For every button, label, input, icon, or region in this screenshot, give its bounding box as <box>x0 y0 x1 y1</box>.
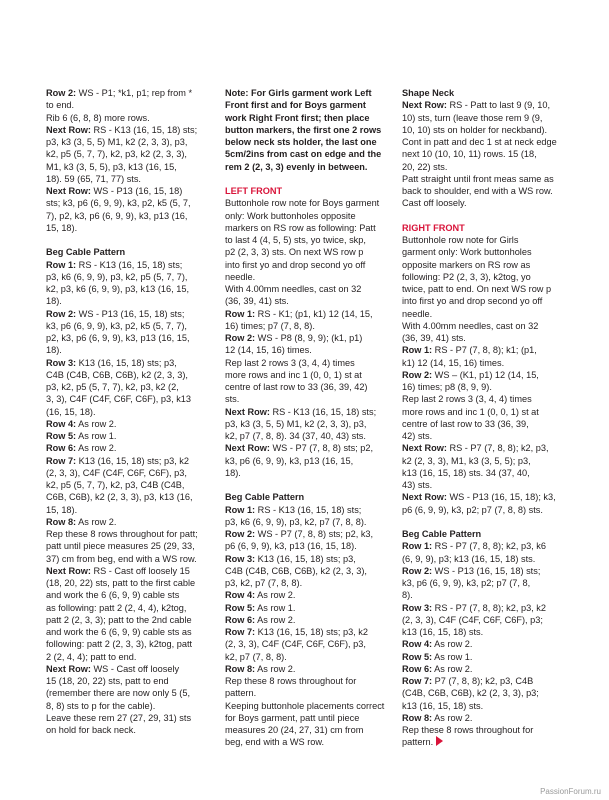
paragraph-gap <box>46 234 218 246</box>
row-text: As row 2. <box>432 712 473 723</box>
row-label: Row 8: <box>402 712 433 723</box>
row-text: WS - P13 (16, 15, 18) sts; k3, p6 (6, 9, 9), k3, p2; p7 (7, 8, 8). <box>402 565 541 601</box>
instruction-row <box>402 344 574 369</box>
row-text: K13 (16, 15, 18) sts; p3, C4B (C4B, C6B, C6B), k2 (2, 3, 3), p3, k2, p5 (5, 7, 7), k2, p3, k2 (2, 3, 3), C4F (C4F, C6F, C6F), p3, k13 (16, 15, 18). <box>46 357 192 417</box>
instruction-row <box>46 308 218 357</box>
text-paragraph: Rep these 8 rows throughout for pattern. <box>225 676 357 699</box>
instruction-row <box>402 369 574 394</box>
instruction-row <box>46 442 218 454</box>
row-text: RS - P7 (7, 8, 8); k2, p3, k6 (6, 9, 9), p3; k13 (16, 15, 18) sts. <box>402 541 546 564</box>
instruction-row <box>225 504 395 529</box>
row-label: Row 2: <box>225 333 256 343</box>
row-text: As row 2. <box>76 516 117 527</box>
row-text: RS - K1; (p1, k1) 12 (14, 15, 16) times; p7 (7, 8, 8). <box>225 308 373 331</box>
text-paragraph: With 4.00mm needles, cast on 32 (36, 39, 41) sts. <box>225 284 362 307</box>
instruction-row <box>225 308 395 333</box>
row-text: WS - P8 (8, 9, 9); (k1, p1) 12 (14, 15, 16) times. <box>225 333 363 356</box>
instruction-row <box>225 442 395 479</box>
instruction-row <box>402 565 574 602</box>
text-paragraph: Rep these 8 rows throughout for patt; patt until piece measures 25 (29, 33, 37) cm from beg, end with a WS row. <box>46 529 198 564</box>
text-paragraph: Rib 6 (6, 8, 8) more rows. <box>46 112 150 123</box>
row-text: WS - P1; *k1, p1; rep from * to end. <box>46 88 193 111</box>
text-paragraph: Rep last 2 rows 3 (3, 4, 4) times more rows and inc 1 (0, 0, 1) st at centre of last row to 33 (36, 39, 42) sts. <box>402 394 539 441</box>
instruction-row <box>225 528 395 553</box>
row-text: RS - P7 (7, 8, 8); k2, p3, k2 (2, 3, 3), M1, k3 (3, 5, 5); p3, k13 (16, 15, 18) sts. 34 (37, 40, 43) sts. <box>402 443 549 490</box>
instruction-row <box>46 87 218 112</box>
row-label: Next Row: <box>402 492 447 503</box>
row-label: Row 1: <box>402 345 433 356</box>
text-paragraph: With 4.00mm needles, cast on 32 (36, 39, 41) sts. <box>402 320 539 343</box>
row-label: Row 6: <box>225 614 256 625</box>
section-title: LEFT FRONT <box>225 186 283 196</box>
watermark: PassionForum.ru <box>540 787 601 796</box>
row-label: Row 2: <box>46 88 77 98</box>
text-paragraph: Leave these rem 27 (27, 29, 31) sts on hold for back neck. <box>46 712 192 735</box>
row-text: As row 2. <box>432 639 473 650</box>
row-text: As row 2. <box>255 663 296 674</box>
row-text: WS - P7 (7, 8, 8) sts; p2, k3, p6 (6, 9, 9), k3, p13 (16, 15, 18). <box>225 443 374 478</box>
instruction-row <box>225 626 395 663</box>
column-middle <box>225 87 395 749</box>
row-label: Row 4: <box>225 590 256 601</box>
row-label: Row 2: <box>402 369 433 380</box>
instruction-row <box>402 540 574 565</box>
section-title: RIGHT FRONT <box>402 222 465 233</box>
instruction-row <box>46 455 218 516</box>
instruction-row <box>402 712 574 724</box>
row-text: WS - P13 (16, 15, 18); k3, p6 (6, 9, 9), k3, p2; p7 (7, 8, 8) sts. <box>402 492 556 515</box>
row-label: Row 3: <box>46 357 77 368</box>
text-paragraph: Keeping buttonhole placements correct for Boys garment, patt until piece measures 20 (24, 27, 31) cm from beg, end with a WS row. <box>225 700 385 748</box>
row-label: Row 5: <box>46 431 77 441</box>
text-paragraph <box>402 724 574 749</box>
row-label: Next Row: <box>46 663 91 674</box>
row-text: As row 2. <box>255 590 296 601</box>
row-label: Row 8: <box>225 663 256 674</box>
row-text: P7 (7, 8, 8); k2, p3, C4B (C4B, C6B, C6B), k2 (2, 3, 3), p3; k13 (16, 15, 18) sts. <box>402 676 539 711</box>
row-label: Row 2: <box>402 565 433 576</box>
row-label: Next Row: <box>46 186 91 196</box>
row-text: As row 2. <box>255 614 296 625</box>
row-label: Row 6: <box>46 443 77 454</box>
row-text: K13 (16, 15, 18) sts; p3, k2 (2, 3, 3), C4F (C4F, C6F, C6F), p3, k2, p5 (5, 7, 7), k2, p3, C4B (C4B, C6B, C6B), k2 (2, 3, 3), p3, k13 (16, 15, 18). <box>46 455 193 515</box>
row-label: Row 4: <box>46 418 77 429</box>
row-text: WS – (K1, p1) 12 (14, 15, 16) times; p8 (8, 9, 9). <box>402 369 539 392</box>
row-label: Row 3: <box>225 553 256 564</box>
paragraph-gap <box>225 173 395 185</box>
text-paragraph: Rep last 2 rows 3 (3, 4, 4) times more rows and inc 1 (0, 0, 1) st at centre of last row to 33 (36, 39, 42) sts. <box>225 357 368 405</box>
instruction-row <box>225 663 395 675</box>
instruction-row <box>402 442 574 491</box>
row-text: RS - Patt to last 9 (9, 10, 10) sts, turn (leave those rem 9 (9, 10, 10) sts on holder for neckband). <box>402 100 551 135</box>
row-label: Next Row: <box>402 443 447 454</box>
row-label: Next Row: <box>46 565 91 576</box>
text-paragraph: Patt straight until front meas same as back to shoulder, end with a WS row. Cast off loosely. <box>402 173 554 209</box>
paragraph-gap <box>402 516 574 528</box>
instruction-row <box>46 357 218 418</box>
row-label: Row 2: <box>225 529 256 539</box>
instruction-row <box>402 99 574 136</box>
row-text: As row 1. <box>432 651 473 662</box>
row-label: Next Row: <box>225 443 270 454</box>
instruction-row <box>402 491 574 516</box>
row-label: Row 7: <box>402 676 433 686</box>
paragraph-gap <box>225 479 395 491</box>
instruction-row <box>402 663 574 675</box>
row-text: RS - P7 (7, 8, 8); k2, p3, k2 (2, 3, 3), C4F (C4F, C6F, C6F), p3; k13 (16, 15, 18) sts. <box>402 602 546 637</box>
instruction-row <box>46 516 218 528</box>
row-text: RS - P7 (7, 8, 8); k1; (p1, k1) 12 (14, 15, 16) times. <box>402 345 537 368</box>
row-label: Row 4: <box>402 639 433 650</box>
row-text: RS - K13 (16, 15, 18) sts; p3, k3 (3, 5, 5) M1, k2 (2, 3, 3), p3, k2, p5 (5, 7, 7), k2, p3, k2 (2, 3, 3), M1, k3 (3, 5, 5), p3, k13 (16, 15, 18). 59 (65, 71, 77) sts. <box>46 124 198 184</box>
row-text: K13 (16, 15, 18) sts; p3, C4B (C4B, C6B, C6B), k2 (2, 3, 3), p3, k2, p7 (7, 8, 8). <box>225 553 367 588</box>
row-label: Row 1: <box>46 259 77 270</box>
row-label: Row 3: <box>402 602 433 613</box>
instruction-row <box>46 430 218 442</box>
row-text: RS - K13 (16, 15, 18) sts; p3, k6 (6, 9, 9), p3, k2, p7 (7, 8, 8). <box>225 504 367 527</box>
paragraph-text: Rep these 8 rows throughout for pattern. <box>402 725 534 748</box>
instruction-row <box>46 259 218 308</box>
instruction-row <box>225 589 395 601</box>
instruction-row <box>46 124 218 185</box>
row-text: WS - Cast off loosely 15 (18, 20, 22) sts, patt to end (remember there are now only 5 (5, 8, 8) sts to p for the cable). <box>46 663 190 711</box>
instruction-row <box>225 553 395 590</box>
row-label: Row 1: <box>402 541 433 552</box>
instruction-row <box>46 565 218 663</box>
section-heading: Beg Cable Pattern <box>225 492 305 503</box>
row-text: As row 1. <box>255 602 296 613</box>
row-label: Next Row: <box>225 406 270 417</box>
row-text: WS - P13 (16, 15, 18) sts; k3, p6 (6, 9, 9), k3, p2, k5 (5, 7, 7), p2, k3, p6 (6, 9, 9), k3, p13 (16, 15, 18). <box>46 186 191 233</box>
continue-arrow-icon <box>436 736 443 746</box>
row-label: Next Row: <box>402 100 447 111</box>
row-label: Row 6: <box>402 663 433 674</box>
row-text: As row 2. <box>76 418 117 429</box>
row-label: Row 2: <box>46 308 77 319</box>
instruction-row <box>402 651 574 663</box>
row-text: As row 2. <box>432 663 473 674</box>
row-text: As row 2. <box>76 443 117 454</box>
row-text: WS - P7 (7, 8, 8) sts; p2, k3, p6 (6, 9, 9), k3, p13 (16, 15, 18). <box>225 529 374 552</box>
row-label: Row 7: <box>225 627 256 637</box>
paragraph-gap <box>402 210 574 222</box>
text-paragraph: Buttonhole row note for Girls garment only: Work buttonholes opposite markers on RS row as following: P2 (2, 3, 3), k2tog, yo twice, patt to end. On next WS row p into first yo and drop second yo off needle. <box>402 235 552 319</box>
instruction-row <box>402 638 574 650</box>
row-text: RS - K13 (16, 15, 18) sts; p3, k3 (3, 5, 5) M1, k2 (2, 3, 3), p3, k2, p7 (7, 8, 8). 34 (37, 40, 43) sts. <box>225 406 377 441</box>
instruction-row <box>225 602 395 614</box>
instruction-row <box>46 663 218 712</box>
column-left <box>46 87 218 736</box>
section-heading: Beg Cable Pattern <box>46 247 126 258</box>
text-paragraph: Cont in patt and dec 1 st at neck edge next 10 (10, 10, 11) rows. 15 (18, 20, 22) sts. <box>402 137 557 172</box>
row-label: Row 1: <box>225 504 256 515</box>
instruction-row <box>225 614 395 626</box>
instruction-row <box>402 602 574 639</box>
section-heading: Shape Neck <box>402 88 455 98</box>
row-label: Row 5: <box>402 651 433 662</box>
row-text: As row 1. <box>76 431 117 441</box>
row-text: RS - Cast off loosely 15 (18, 20, 22) sts, patt to the first cable and work the 6 (6, 9, 9) cable sts as following: patt 2 (2, 4, 4), k2tog, patt 2 (2, 3, 3); patt to the 2nd cable and work the 6 (6, 9, 9) cable sts as following: patt 2 (2, 3, 3), k2tog, patt 2 (2, 4, 4); patt to end. <box>46 565 196 662</box>
instruction-row <box>225 406 395 443</box>
row-label: Row 5: <box>225 602 256 613</box>
row-text: RS - K13 (16, 15, 18) sts; p3, k6 (6, 9, 9), p3, k2, p5 (5, 7, 7), k2, p3, k6 (6, 9, 9), p3, k13 (16, 15, 18). <box>46 259 189 307</box>
row-text: K13 (16, 15, 18) sts; p3, k2 (2, 3, 3), C4F (C4F, C6F, C6F), p3, k2, p7 (7, 8, 8). <box>225 627 368 662</box>
row-label: Row 7: <box>46 455 77 466</box>
row-label: Row 1: <box>225 308 256 319</box>
column-right <box>402 87 574 749</box>
instruction-row <box>46 185 218 234</box>
instruction-row <box>46 418 218 430</box>
note-paragraph: Note: For Girls garment work Left Front first and for Boys garment work Right Front first; then place button markers, the first one 2 rows below neck sts holder, the last one 5cm/2ins from cast on edge and the rem 2 (2, 3, 3) evenly in between. <box>225 88 382 172</box>
row-label: Row 8: <box>46 516 77 527</box>
instruction-row <box>402 675 574 712</box>
text-paragraph: Buttonhole row note for Boys garment only: Work buttonholes opposite markers on RS row as following: Patt to last 4 (4, 5, 5) sts, yo twice, skp, p2 (2, 3, 3) sts. On next WS row p into first yo and drop second yo off needle. <box>225 198 380 282</box>
row-label: Next Row: <box>46 124 91 135</box>
row-text: WS - P13 (16, 15, 18) sts; k3, p6 (6, 9, 9), k3, p2, k5 (5, 7, 7), p2, k3, p6 (6, 9, 9), k3, p13 (16, 15, 18). <box>46 308 190 356</box>
section-heading: Beg Cable Pattern <box>402 529 482 539</box>
instruction-row <box>225 332 395 357</box>
